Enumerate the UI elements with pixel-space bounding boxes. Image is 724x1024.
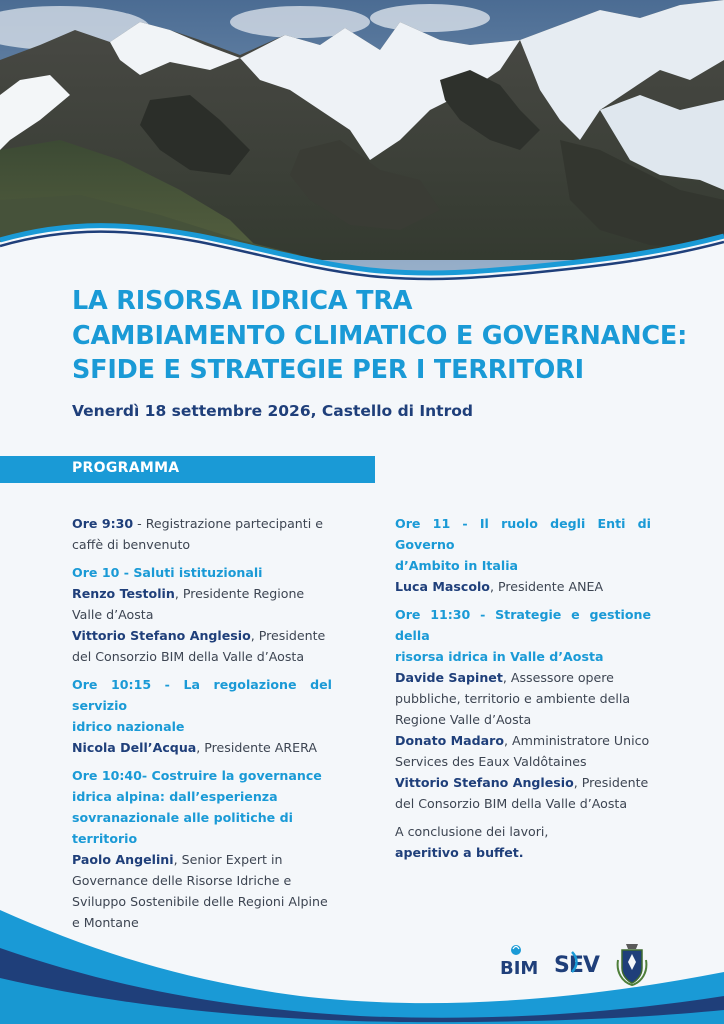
- governance-heading: Ore 10:40- Costruire la governance: [72, 768, 322, 783]
- bim-logo: [500, 945, 538, 979]
- title-line-1: LA RISORSA IDRICA TRA: [72, 286, 413, 316]
- governing-bodies-heading: Ore 11 - Il ruolo degli Enti di Governo: [395, 516, 651, 552]
- speaker-name: Nicola Dell’Acqua: [72, 740, 197, 755]
- coat-of-arms-icon: [618, 944, 647, 985]
- agenda-item-strategies: [395, 604, 651, 814]
- title-line-3: SFIDE E STRATEGIE PER I TERRITORI: [72, 355, 584, 385]
- agenda-item-regulation: [72, 674, 332, 758]
- strategies-heading-cont: risorsa idrica in Valle d’Aosta: [395, 649, 604, 664]
- title-line-2: CAMBIAMENTO CLIMATICO E GOVERNANCE:: [72, 320, 688, 351]
- speaker-role: , Presidente ANEA: [489, 579, 604, 594]
- speaker-role: , Presidente Regione: [174, 586, 305, 601]
- speaker-role-cont: Valle d’Aosta: [72, 607, 154, 622]
- mountain-header-image: [0, 0, 724, 300]
- speaker-role: , Senior Expert in: [173, 852, 283, 867]
- programma-label: PROGRAMMA: [72, 460, 180, 476]
- speaker-role: , Presidente: [250, 628, 326, 643]
- programma-banner: [0, 456, 375, 483]
- speaker-name: Vittorio Stefano Anglesio: [395, 775, 574, 790]
- speaker-name: Donato Madaro: [395, 733, 505, 748]
- speaker-role: , Assessore opere: [502, 670, 614, 685]
- speaker-role-cont: del Consorzio BIM della Valle d’Aosta: [395, 796, 628, 811]
- speaker-name: Luca Mascolo: [395, 579, 490, 594]
- speaker-role-cont: Governance delle Risorse Idriche e: [72, 873, 292, 888]
- speaker-name: Renzo Testolin: [72, 586, 175, 601]
- regulation-heading-cont: idrico nazionale: [72, 719, 185, 734]
- speaker-role-cont: pubbliche, territorio e ambiente della: [395, 691, 631, 706]
- speaker-role: , Presidente ARERA: [196, 740, 317, 755]
- registration-time: Ore 9:30: [72, 516, 134, 531]
- speaker-role-cont: Services des Eaux Valdôtaines: [395, 754, 587, 769]
- speaker-role-cont: Sviluppo Sostenibile delle Regioni Alpine: [72, 894, 328, 909]
- governance-heading-cont: territorio: [72, 831, 138, 846]
- regulation-heading: Ore 10:15 - La regolazione del servizio: [72, 677, 332, 713]
- conclusion-buffet: aperitivo a buffet.: [395, 845, 524, 860]
- event-date-location: Venerdì 18 settembre 2026, Castello di Introd: [72, 402, 473, 420]
- conclusion-text: A conclusione dei lavori,: [395, 824, 549, 839]
- sev-logo-text: SEV: [554, 953, 599, 978]
- strategies-heading: Ore 11:30 - Strategie e gestione della: [395, 607, 651, 643]
- sev-logo: [554, 952, 600, 978]
- bim-logo-text: BIM: [500, 958, 539, 979]
- speaker-role-cont: e Montane: [72, 915, 139, 930]
- program-right-column: [395, 513, 651, 870]
- registration-text-b: caffè di benvenuto: [72, 537, 191, 552]
- program-left-column: [72, 513, 332, 940]
- agenda-item-registration: [72, 513, 332, 555]
- speaker-role-cont: del Consorzio BIM della Valle d’Aosta: [72, 649, 305, 664]
- greetings-heading: Ore 10 - Saluti istituzionali: [72, 565, 263, 580]
- conclusion-note: [395, 821, 651, 863]
- agenda-item-governing-bodies: [395, 513, 651, 597]
- agenda-item-greetings: [72, 562, 332, 667]
- speaker-role: , Presidente: [573, 775, 649, 790]
- registration-text-a: - Registrazione partecipanti e: [133, 516, 323, 531]
- governance-heading-cont: sovranazionale alle politiche di: [72, 810, 293, 825]
- speaker-name: Davide Sapinet: [395, 670, 503, 685]
- partner-logos: [496, 940, 666, 986]
- speaker-role: , Amministratore Unico: [504, 733, 650, 748]
- governance-heading-cont: idrica alpina: dall’esperienza: [72, 789, 278, 804]
- governing-bodies-heading-cont: d’Ambito in Italia: [395, 558, 519, 573]
- speaker-name: Paolo Angelini: [72, 852, 174, 867]
- event-title: [72, 284, 692, 388]
- speaker-role-cont: Regione Valle d’Aosta: [395, 712, 532, 727]
- speaker-name: Vittorio Stefano Anglesio: [72, 628, 251, 643]
